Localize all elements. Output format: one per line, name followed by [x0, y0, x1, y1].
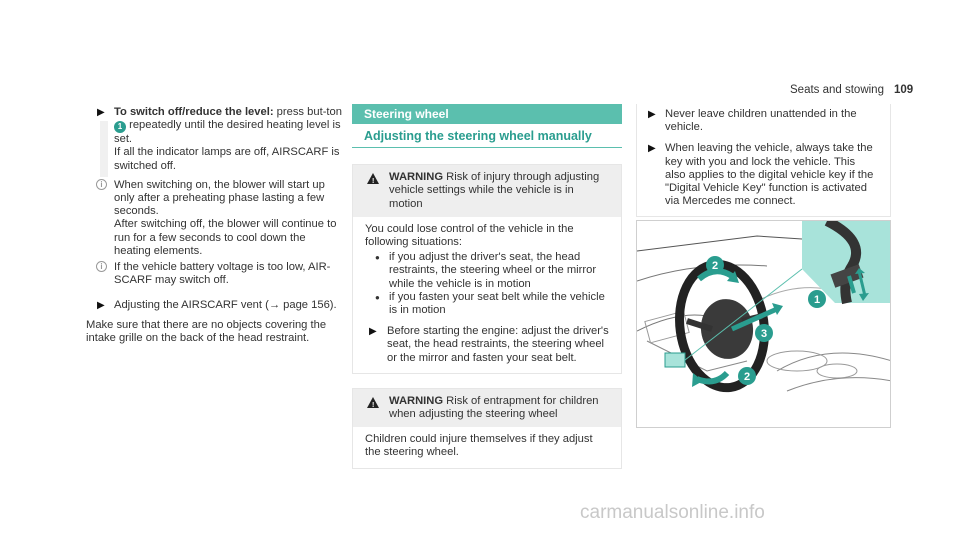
page-number: 109	[893, 84, 914, 96]
warning-triangle-icon: !	[367, 173, 379, 184]
callout-1: 1	[114, 121, 126, 133]
left-column	[86, 106, 344, 345]
steering-wheel-figure	[636, 220, 891, 428]
subheading: Adjusting the steering wheel manually	[352, 124, 622, 148]
watermark: carmanualsonline.info	[580, 502, 765, 523]
step-leaving-vehicle: ▶ When leaving the vehicle, always take the key with you and lock the vehicle. This also applies to the digital vehicle key if the "Digital Vehicle Key" function is activated via Mercedes me connect.	[648, 142, 874, 208]
step-children: ▶ Never leave children unattended in the vehicle.	[648, 108, 857, 134]
info-icon: i	[96, 261, 107, 272]
paragraph: Make sure that there are no objects covering the intake grille on the back of the head restraint.	[86, 318, 327, 344]
step-arrow-icon: ▶	[648, 109, 656, 120]
list-item: ● if you adjust the driver's seat, the head restraints, the steering wheel or the mirror while the vehicle is in motion	[375, 251, 609, 291]
callout-2-bottom: 2	[743, 371, 751, 383]
warning-step: ▶ Before starting the engine: adjust the driver's seat, the head restraints, the steering wheel or the mirror and fasten your seat belt.	[369, 325, 609, 364]
warning-triangle-icon: !	[367, 397, 379, 408]
step-adjust-vent: ▶ Adjusting the AIRSCARF vent (→ page 156).	[97, 299, 337, 312]
warning-label: WARNING	[389, 171, 444, 184]
middle-column	[352, 104, 622, 469]
callout-2-top: 2	[711, 260, 719, 272]
warning-bullet-list	[365, 251, 609, 317]
running-header	[790, 84, 913, 97]
step-line: If all the indicator lamps are off, AIRSCARF is switched off.	[114, 146, 340, 172]
info-note: i If the vehicle battery voltage is too low, AIR-SCARF may switch off.	[86, 261, 344, 287]
callout-3: 3	[760, 328, 768, 340]
continued-warning-box	[636, 104, 891, 217]
warning-label: WARNING	[389, 394, 444, 407]
right-column	[636, 104, 891, 217]
warning-box-entrapment: ! WARNING Risk of entrapment for children when adjusting the steering wheel Children could injure themselves if they adjust the steering wheel.	[352, 388, 622, 469]
step-bold-label: To switch off/reduce the level:	[114, 106, 274, 118]
step-arrow-icon: ▶	[648, 143, 656, 155]
list-item: ● if you fasten your seat belt while the vehicle is in motion	[375, 291, 609, 317]
step-arrow-icon: ▶	[97, 107, 105, 118]
steering-wheel-illustration	[637, 221, 891, 428]
step-arrow-icon: ▶	[369, 326, 377, 338]
step-arrow-icon: ▶	[97, 300, 105, 312]
info-note: i When switching on, the blower will start up only after a preheating phase lasting a few seconds. After switching off, the blower will continue to run for a few seconds to cool down the heating elements.	[86, 179, 344, 258]
warning-box-injury: ! WARNING Risk of injury through adjusting vehicle settings while the vehicle is in motion You could lose control of the vehicle in the following situations: ● if you adjust the driver's seat, the head restraints, the steering wheel or the mirror while the vehicle is in motion ● if you fasten your seat belt while the vehicle is in motion ▶ Before starting the engine: adjust the driver's seat, the head restraints, the steering wheel or the mirror and fasten your seat belt.	[352, 164, 622, 374]
info-icon: i	[96, 179, 107, 190]
callout-1: 1	[813, 294, 821, 306]
section-title: Steering wheel	[352, 104, 622, 124]
section-name: Seats and stowing	[790, 84, 884, 96]
step-bar	[100, 121, 108, 177]
step-switch-off: ▶ To switch off/reduce the level: press but-ton 1 repeatedly until the desired heating level is set. If all the indicator lamps are off, AIRSCARF is switched off.	[86, 106, 344, 173]
